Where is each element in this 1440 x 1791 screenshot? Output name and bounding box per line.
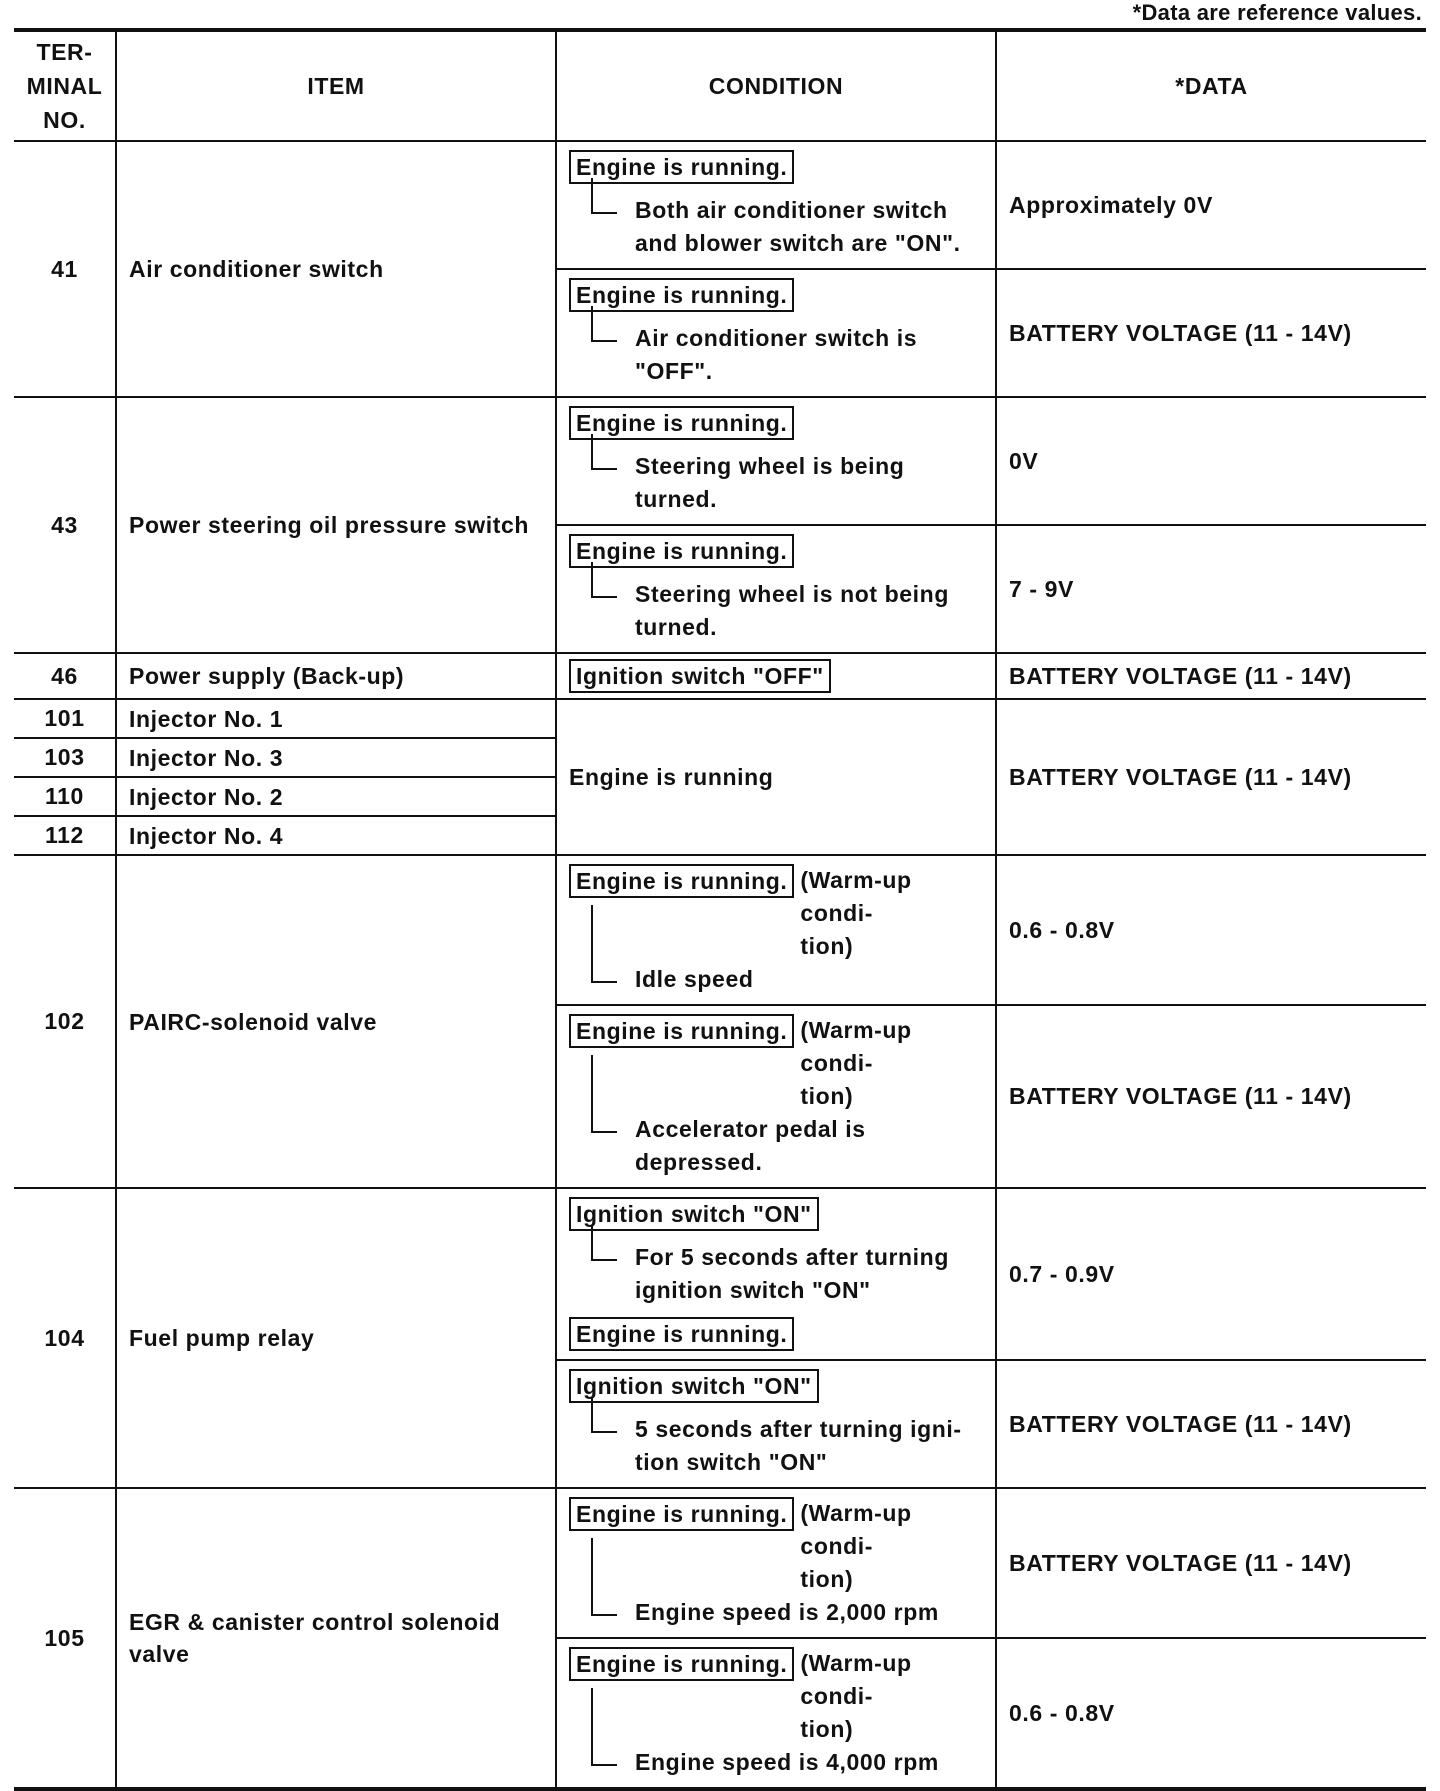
condition-cell: Engine is running <box>556 699 996 855</box>
table-row <box>14 397 1426 525</box>
condition-cell <box>556 1488 996 1638</box>
condition-sub-line: and blower switch are "ON". <box>635 230 961 256</box>
item-name-line: valve <box>129 1641 190 1667</box>
condition-box: Engine is running. <box>569 1014 794 1048</box>
warmup-line: tion) <box>800 1716 854 1742</box>
data-value: BATTERY VOLTAGE (11 - 14V) <box>996 1005 1426 1188</box>
condition-cell <box>556 855 996 1005</box>
condition-sub-line: Accelerator pedal is <box>635 1116 866 1142</box>
terminal-number: 110 <box>14 777 116 816</box>
condition-sub-line: Engine speed is 4,000 rpm <box>635 1749 939 1775</box>
condition-box: Ignition switch "OFF" <box>569 659 831 693</box>
condition-cell <box>556 1188 996 1360</box>
condition-sub <box>569 578 985 644</box>
terminal-number: 46 <box>14 653 116 699</box>
terminal-number: 102 <box>14 855 116 1188</box>
terminal-number: 105 <box>14 1488 116 1789</box>
warmup-line: (Warm-up condi- <box>800 867 912 926</box>
table-row <box>14 1188 1426 1360</box>
item-name: Air conditioner switch <box>116 141 556 397</box>
condition-sub <box>569 963 985 996</box>
item-name: Fuel pump relay <box>116 1188 556 1488</box>
item-name-line: EGR & canister control solenoid <box>129 1609 501 1635</box>
reference-note: *Data are reference values. <box>1132 0 1422 25</box>
condition-sub <box>569 194 985 260</box>
data-value: BATTERY VOLTAGE (11 - 14V) <box>996 653 1426 699</box>
terminal-number: 43 <box>14 397 116 653</box>
condition-box: Ignition switch "ON" <box>569 1369 819 1403</box>
condition-sub-line: Steering wheel is being <box>635 453 905 479</box>
condition-box: Engine is running. <box>569 864 794 898</box>
warmup-line: (Warm-up condi- <box>800 1650 912 1709</box>
header-terminal-line2: MINAL <box>26 73 103 99</box>
condition-sub-line: tion switch "ON" <box>635 1449 828 1475</box>
table-row <box>14 1488 1426 1638</box>
condition-sub <box>569 1413 985 1479</box>
condition-box: Engine is running. <box>569 1647 794 1681</box>
condition-sub <box>569 450 985 516</box>
condition-cell <box>556 525 996 653</box>
condition-warmup <box>800 864 985 963</box>
condition-sub-line: Idle speed <box>635 966 754 992</box>
data-value: 7 - 9V <box>996 525 1426 653</box>
item-name: Injector No. 1 <box>116 699 556 738</box>
data-value: 0V <box>996 397 1426 525</box>
condition-sub-line: Steering wheel is not being <box>635 581 949 607</box>
data-value: Approximately 0V <box>996 141 1426 269</box>
condition-sub-line: Engine speed is 2,000 rpm <box>635 1599 939 1625</box>
condition-sub <box>569 1746 985 1779</box>
header-item: ITEM <box>116 30 556 141</box>
condition-box: Engine is running. <box>569 278 794 312</box>
data-value: BATTERY VOLTAGE (11 - 14V) <box>996 699 1426 855</box>
item-name: Injector No. 4 <box>116 816 556 855</box>
condition-cell <box>556 653 996 699</box>
condition-cell <box>556 1360 996 1488</box>
condition-sub <box>569 1596 985 1629</box>
condition-warmup <box>800 1014 985 1113</box>
condition-cell <box>556 1638 996 1789</box>
terminal-number: 101 <box>14 699 116 738</box>
condition-sub-line: Air conditioner switch is <box>635 325 918 351</box>
terminal-number: 103 <box>14 738 116 777</box>
condition-sub-line: ignition switch "ON" <box>635 1277 871 1303</box>
condition-warmup <box>800 1497 985 1596</box>
condition-box: Ignition switch "ON" <box>569 1197 819 1231</box>
data-value: 0.6 - 0.8V <box>996 1638 1426 1789</box>
condition-sub-line: 5 seconds after turning igni- <box>635 1416 962 1442</box>
condition-sub-line: turned. <box>635 614 718 640</box>
table-row <box>14 699 1426 738</box>
terminal-number: 112 <box>14 816 116 855</box>
condition-sub <box>569 1113 985 1179</box>
warmup-line: tion) <box>800 1566 854 1592</box>
condition-box: Engine is running. <box>569 150 794 184</box>
condition-sub-line: Both air conditioner switch <box>635 197 948 223</box>
table-row <box>14 653 1426 699</box>
terminal-data-table <box>14 28 1426 1791</box>
condition-sub <box>569 1241 985 1307</box>
table-row <box>14 855 1426 1005</box>
condition-cell <box>556 141 996 269</box>
condition-box: Engine is running. <box>569 406 794 440</box>
item-name: PAIRC-solenoid valve <box>116 855 556 1188</box>
condition-box: Engine is running. <box>569 1317 794 1351</box>
header-row <box>14 30 1426 141</box>
warmup-line: tion) <box>800 1083 854 1109</box>
warmup-line: (Warm-up condi- <box>800 1017 912 1076</box>
item-name <box>116 1488 556 1789</box>
header-data: *DATA <box>996 30 1426 141</box>
data-value: 0.7 - 0.9V <box>996 1188 1426 1360</box>
table-row <box>14 141 1426 269</box>
header-condition: CONDITION <box>556 30 996 141</box>
condition-sub <box>569 322 985 388</box>
terminal-number: 41 <box>14 141 116 397</box>
header-terminal-line1: TER- <box>36 39 93 65</box>
condition-box: Engine is running. <box>569 1497 794 1531</box>
data-value: 0.6 - 0.8V <box>996 855 1426 1005</box>
data-value: BATTERY VOLTAGE (11 - 14V) <box>996 1360 1426 1488</box>
condition-sub-line: For 5 seconds after turning <box>635 1244 949 1270</box>
condition-warmup <box>800 1647 985 1746</box>
condition-cell <box>556 1005 996 1188</box>
item-name: Power steering oil pressure switch <box>116 397 556 653</box>
item-name: Injector No. 3 <box>116 738 556 777</box>
warmup-line: tion) <box>800 933 854 959</box>
condition-sub-line: "OFF". <box>635 358 713 384</box>
item-name: Injector No. 2 <box>116 777 556 816</box>
header-terminal-line3: NO. <box>43 107 86 133</box>
warmup-line: (Warm-up condi- <box>800 1500 912 1559</box>
terminal-table-container <box>14 28 1426 1791</box>
condition-cell <box>556 269 996 397</box>
data-value: BATTERY VOLTAGE (11 - 14V) <box>996 1488 1426 1638</box>
condition-box: Engine is running. <box>569 534 794 568</box>
condition-sub-line: turned. <box>635 486 718 512</box>
data-value: BATTERY VOLTAGE (11 - 14V) <box>996 269 1426 397</box>
item-name: Power supply (Back-up) <box>116 653 556 699</box>
condition-sub-line: depressed. <box>635 1149 763 1175</box>
terminal-number: 104 <box>14 1188 116 1488</box>
condition-cell <box>556 397 996 525</box>
header-terminal-no <box>14 30 116 141</box>
